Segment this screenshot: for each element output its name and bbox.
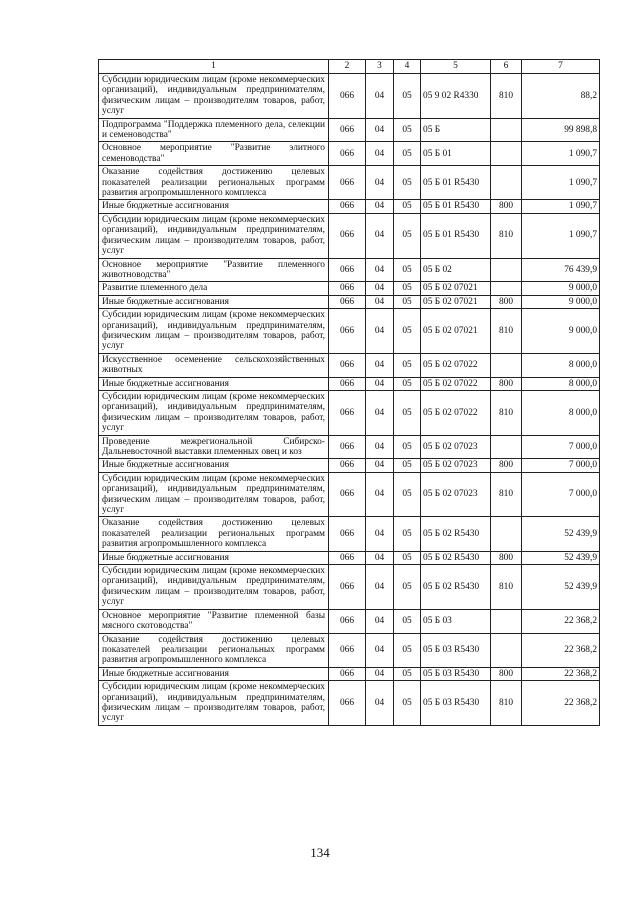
table-row: [99, 200, 600, 213]
row-code-ministry: 066: [329, 142, 366, 166]
row-code-target: 05 Б 03 R5430: [421, 681, 491, 726]
row-code-expense-type: [491, 633, 522, 667]
row-code-ministry: 066: [329, 472, 366, 517]
row-name: Субсидии юридическим лицам (кроме некоммерческих организаций), индивидуальным предпринимателям, физическим лицам – производителям товаров, работ, услуг: [99, 472, 329, 517]
row-code-target: 05 Б 02 R5430: [421, 551, 491, 564]
row-code-section: 04: [366, 390, 394, 435]
row-code-ministry: 066: [329, 633, 366, 667]
row-amount: 52 439,9: [522, 517, 600, 551]
table-row: [99, 282, 600, 295]
row-code-subsection: 05: [394, 377, 421, 390]
table-row: [99, 377, 600, 390]
row-name: Развитие племенного дела: [99, 282, 329, 295]
row-amount: 8 000,0: [522, 377, 600, 390]
row-code-section: 04: [366, 681, 394, 726]
row-code-subsection: 05: [394, 551, 421, 564]
row-amount: 52 439,9: [522, 565, 600, 610]
row-code-expense-type: [491, 609, 522, 633]
table-row: [99, 118, 600, 142]
row-code-subsection: 05: [394, 681, 421, 726]
row-code-target: 05 Б 02 07022: [421, 377, 491, 390]
row-code-target: 05 Б 02 07023: [421, 459, 491, 472]
row-name: Иные бюджетные ассигнования: [99, 551, 329, 564]
row-name: Иные бюджетные ассигнования: [99, 667, 329, 680]
row-code-section: 04: [366, 74, 394, 119]
row-code-section: 04: [366, 200, 394, 213]
row-code-target: 05 Б 02 07021: [421, 282, 491, 295]
row-code-section: 04: [366, 353, 394, 377]
row-code-expense-type: 800: [491, 200, 522, 213]
row-code-subsection: 05: [394, 667, 421, 680]
table-row: [99, 551, 600, 564]
row-amount: 52 439,9: [522, 551, 600, 564]
row-code-target: 05 Б 01: [421, 142, 491, 166]
row-code-subsection: 05: [394, 609, 421, 633]
row-code-target: 05 Б 03: [421, 609, 491, 633]
row-code-subsection: 05: [394, 118, 421, 142]
row-code-ministry: 066: [329, 667, 366, 680]
row-code-section: 04: [366, 609, 394, 633]
row-code-expense-type: [491, 353, 522, 377]
row-amount: 1 090,7: [522, 166, 600, 200]
row-code-ministry: 066: [329, 213, 366, 258]
row-code-ministry: 066: [329, 517, 366, 551]
row-code-target: 05 Б 02 07022: [421, 390, 491, 435]
row-code-subsection: 05: [394, 282, 421, 295]
row-amount: 22 368,2: [522, 633, 600, 667]
row-code-target: 05 Б 02 07021: [421, 295, 491, 308]
row-code-expense-type: 810: [491, 309, 522, 354]
row-code-section: 04: [366, 459, 394, 472]
row-code-target: 05 Б 03 R5430: [421, 667, 491, 680]
table-row: [99, 435, 600, 459]
row-amount: 7 000,0: [522, 472, 600, 517]
row-code-ministry: 066: [329, 282, 366, 295]
row-name: Иные бюджетные ассигнования: [99, 377, 329, 390]
row-amount: 7 000,0: [522, 435, 600, 459]
row-code-section: 04: [366, 565, 394, 610]
table-row: [99, 213, 600, 258]
table-row: [99, 633, 600, 667]
row-name: Иные бюджетные ассигнования: [99, 200, 329, 213]
row-amount: 1 090,7: [522, 142, 600, 166]
table-row: [99, 459, 600, 472]
table-row: [99, 309, 600, 354]
budget-table-container: [98, 59, 599, 726]
row-code-subsection: 05: [394, 353, 421, 377]
row-amount: 22 368,2: [522, 609, 600, 633]
row-amount: 8 000,0: [522, 390, 600, 435]
row-code-expense-type: [491, 282, 522, 295]
page-number: 134: [310, 845, 330, 860]
row-code-section: 04: [366, 295, 394, 308]
row-amount: 88,2: [522, 74, 600, 119]
row-code-section: 04: [366, 258, 394, 282]
row-code-subsection: 05: [394, 200, 421, 213]
row-amount: 22 368,2: [522, 667, 600, 680]
row-code-ministry: 066: [329, 565, 366, 610]
table-row: [99, 472, 600, 517]
row-code-target: 05 Б 02 07023: [421, 435, 491, 459]
table-row: [99, 74, 600, 119]
row-name: Искусственное осеменение сельскохозяйственных животных: [99, 353, 329, 377]
row-amount: 76 439,9: [522, 258, 600, 282]
row-code-subsection: 05: [394, 517, 421, 551]
budget-table: [98, 59, 600, 726]
row-code-expense-type: 800: [491, 551, 522, 564]
header-col-5: 5: [421, 60, 491, 74]
header-col-3: 3: [366, 60, 394, 74]
row-name: Основное мероприятие "Развитие элитного семеноводства": [99, 142, 329, 166]
row-code-target: 05 Б 02 07021: [421, 309, 491, 354]
row-amount: 9 000,0: [522, 295, 600, 308]
row-name: Подпрограмма "Поддержка племенного дела, селекции и семеноводства": [99, 118, 329, 142]
row-code-section: 04: [366, 377, 394, 390]
table-row: [99, 142, 600, 166]
row-amount: 22 368,2: [522, 681, 600, 726]
row-code-section: 04: [366, 517, 394, 551]
row-amount: 99 898,8: [522, 118, 600, 142]
row-code-target: 05 Б 03 R5430: [421, 633, 491, 667]
row-code-expense-type: [491, 258, 522, 282]
table-row: [99, 517, 600, 551]
row-code-expense-type: [491, 166, 522, 200]
row-code-target: 05 Б 01 R5430: [421, 166, 491, 200]
row-code-ministry: 066: [329, 390, 366, 435]
header-col-7: 7: [522, 60, 600, 74]
row-code-expense-type: 810: [491, 472, 522, 517]
row-code-ministry: 066: [329, 609, 366, 633]
header-col-6: 6: [491, 60, 522, 74]
row-code-ministry: 066: [329, 258, 366, 282]
row-name: Оказание содействия достижению целевых показателей реализации региональных программ развития агропромышленного комплекса: [99, 633, 329, 667]
row-code-subsection: 05: [394, 166, 421, 200]
row-code-section: 04: [366, 118, 394, 142]
row-amount: 1 090,7: [522, 200, 600, 213]
row-code-ministry: 066: [329, 118, 366, 142]
row-code-expense-type: [491, 142, 522, 166]
row-code-expense-type: 810: [491, 390, 522, 435]
table-row: [99, 565, 600, 610]
row-code-target: 05 Б 02 07022: [421, 353, 491, 377]
row-amount: 9 000,0: [522, 309, 600, 354]
row-code-target: 05 Б 02 R5430: [421, 565, 491, 610]
row-name: Иные бюджетные ассигнования: [99, 295, 329, 308]
row-code-subsection: 05: [394, 309, 421, 354]
row-code-target: 05 Б 02 07023: [421, 472, 491, 517]
table-header-row: [99, 60, 600, 74]
table-row: [99, 295, 600, 308]
table-body: [99, 74, 600, 726]
row-code-expense-type: 810: [491, 565, 522, 610]
table-row: [99, 390, 600, 435]
row-code-section: 04: [366, 435, 394, 459]
row-code-subsection: 05: [394, 472, 421, 517]
row-code-subsection: 05: [394, 633, 421, 667]
row-code-ministry: 066: [329, 353, 366, 377]
row-code-subsection: 05: [394, 74, 421, 119]
row-code-ministry: 066: [329, 166, 366, 200]
row-code-expense-type: [491, 435, 522, 459]
row-amount: 7 000,0: [522, 459, 600, 472]
row-code-section: 04: [366, 551, 394, 564]
row-code-section: 04: [366, 142, 394, 166]
row-name: Оказание содействия достижению целевых показателей реализации региональных программ развития агропромышленного комплекса: [99, 166, 329, 200]
header-col-1: 1: [99, 60, 329, 74]
row-name: Субсидии юридическим лицам (кроме некоммерческих организаций), индивидуальным предпринимателям, физическим лицам – производителям товаров, работ, услуг: [99, 309, 329, 354]
row-code-subsection: 05: [394, 565, 421, 610]
row-name: Субсидии юридическим лицам (кроме некоммерческих организаций), индивидуальным предпринимателям, физическим лицам – производителям товаров, работ, услуг: [99, 213, 329, 258]
row-code-subsection: 05: [394, 435, 421, 459]
row-code-ministry: 066: [329, 681, 366, 726]
row-code-section: 04: [366, 282, 394, 295]
row-code-ministry: 066: [329, 459, 366, 472]
row-code-subsection: 05: [394, 142, 421, 166]
row-code-target: 05 9 02 R4330: [421, 74, 491, 119]
row-code-ministry: 066: [329, 74, 366, 119]
row-code-subsection: 05: [394, 459, 421, 472]
row-code-expense-type: 800: [491, 377, 522, 390]
row-code-subsection: 05: [394, 295, 421, 308]
row-code-section: 04: [366, 213, 394, 258]
row-code-expense-type: 800: [491, 295, 522, 308]
table-row: [99, 166, 600, 200]
table-row: [99, 667, 600, 680]
row-code-ministry: 066: [329, 200, 366, 213]
row-name: Основное мероприятие "Развитие племенной базы мясного скотоводства": [99, 609, 329, 633]
row-code-target: 05 Б 02 R5430: [421, 517, 491, 551]
row-code-expense-type: 800: [491, 667, 522, 680]
row-name: Основное мероприятие "Развитие племенного животноводства": [99, 258, 329, 282]
row-code-section: 04: [366, 309, 394, 354]
row-code-section: 04: [366, 633, 394, 667]
row-amount: 8 000,0: [522, 353, 600, 377]
row-code-section: 04: [366, 166, 394, 200]
header-col-4: 4: [394, 60, 421, 74]
row-code-subsection: 05: [394, 258, 421, 282]
row-code-section: 04: [366, 472, 394, 517]
row-name: Оказание содействия достижению целевых показателей реализации региональных программ развития агропромышленного комплекса: [99, 517, 329, 551]
row-code-section: 04: [366, 667, 394, 680]
row-code-target: 05 Б 01 R5430: [421, 213, 491, 258]
row-name: Субсидии юридическим лицам (кроме некоммерческих организаций), индивидуальным предпринимателям, физическим лицам – производителям товаров, работ, услуг: [99, 74, 329, 119]
row-code-expense-type: 810: [491, 681, 522, 726]
row-code-subsection: 05: [394, 390, 421, 435]
row-code-expense-type: 810: [491, 213, 522, 258]
row-code-ministry: 066: [329, 435, 366, 459]
row-amount: 1 090,7: [522, 213, 600, 258]
row-code-ministry: 066: [329, 377, 366, 390]
row-name: Субсидии юридическим лицам (кроме некоммерческих организаций), индивидуальным предпринимателям, физическим лицам – производителям товаров, работ, услуг: [99, 565, 329, 610]
row-code-target: 05 Б 02: [421, 258, 491, 282]
row-code-target: 05 Б: [421, 118, 491, 142]
row-code-ministry: 066: [329, 551, 366, 564]
row-code-ministry: 066: [329, 309, 366, 354]
table-row: [99, 681, 600, 726]
row-code-ministry: 066: [329, 295, 366, 308]
row-name: Иные бюджетные ассигнования: [99, 459, 329, 472]
row-name: Субсидии юридическим лицам (кроме некоммерческих организаций), индивидуальным предпринимателям, физическим лицам – производителям товаров, работ, услуг: [99, 390, 329, 435]
header-col-2: 2: [329, 60, 366, 74]
row-code-expense-type: [491, 118, 522, 142]
table-row: [99, 609, 600, 633]
row-name: Проведение межрегиональной Сибирско-Дальневосточной выставки племенных овец и коз: [99, 435, 329, 459]
table-row: [99, 353, 600, 377]
row-code-expense-type: 810: [491, 74, 522, 119]
row-amount: 9 000,0: [522, 282, 600, 295]
row-code-expense-type: [491, 517, 522, 551]
row-code-expense-type: 800: [491, 459, 522, 472]
table-row: [99, 258, 600, 282]
row-name: Субсидии юридическим лицам (кроме некоммерческих организаций), индивидуальным предпринимателям, физическим лицам – производителям товаров, работ, услуг: [99, 681, 329, 726]
row-code-subsection: 05: [394, 213, 421, 258]
row-code-target: 05 Б 01 R5430: [421, 200, 491, 213]
